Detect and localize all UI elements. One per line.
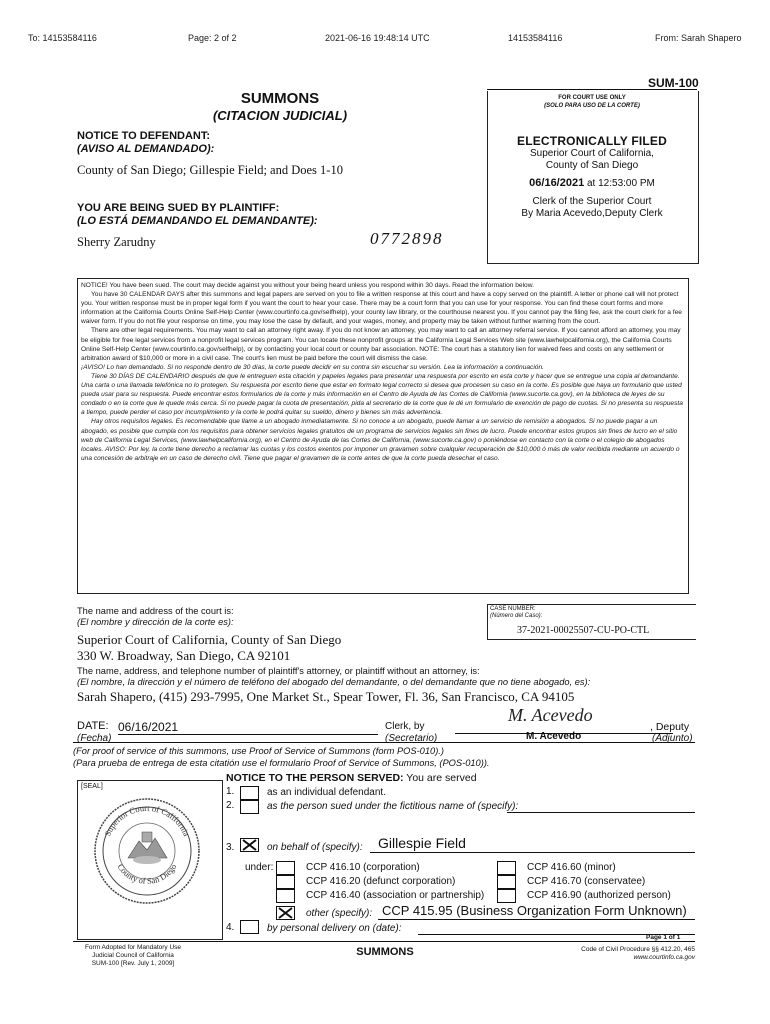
ccp-416-20-label: CCP 416.20 (defunct corporation) [306, 876, 456, 887]
page-title-es: (CITACION JUDICIAL) [212, 108, 348, 123]
other-value: CCP 415.95 (Business Organization Form Unknown) [382, 903, 687, 918]
defendant-value: County of San Diego; Gillespie Field; and Does 1-10 [77, 163, 343, 177]
footer-title: SUMMONS [356, 946, 414, 958]
page-title: SUMMONS [240, 90, 320, 107]
clerk-name: M. Acevedo [526, 731, 582, 742]
case-label-es: (Número del Caso): [490, 613, 543, 619]
other-rule [378, 919, 695, 920]
court-line2: 330 W. Broadway, San Diego, CA 92101 [77, 648, 291, 663]
efile-county: County of San Diego [545, 160, 639, 171]
item1-checkbox[interactable] [240, 786, 259, 800]
ccp-416-70-checkbox[interactable] [497, 875, 516, 889]
notice-p1: NOTICE! You have been sued. The court may decide against you without your being heard unless you respond within 30 days. Read the information below. [81, 282, 534, 289]
ccp-416-70-label: CCP 416.70 (conservatee) [527, 876, 646, 887]
case-label: CASE NUMBER: [490, 606, 536, 612]
footer-page: Page 1 of 1 [646, 934, 681, 941]
notice-p3: There are other legal requirements. You may want to call an attorney right away. If you do not know an attorney, you may want to call an attorney referral service. If you cannot afford an attorney, you may be eligible for free legal services from a nonprofit legal services program. You can locate these nonprofit groups at the California Legal Services Web site (www.lawhelpcalifornia.org), the California Courts Online Self-Help Center (www.courtinfo.ca.gov/selfhelp), or by contacting your local court or county bar association. NOTE: The court has a statutory lien for waived fees and costs on any settlement or arbitration award of $10,000 or more in a civil case. The court's lien must be paid before the court will dismiss the case. [81, 327, 681, 362]
item3-rule [370, 852, 695, 853]
item3-num: 3. [226, 842, 235, 853]
item3-label: on behalf of (specify): [267, 842, 363, 853]
attorney-label-es: (El nombre, la dirección y el número de teléfono del abogado del demandante, o del demandante que no tiene abogado, es): [77, 677, 591, 687]
proof-line1: (For proof of service of this summons, use Proof of Service of Summons (form POS-010).) [73, 746, 444, 756]
date-rule [118, 734, 378, 735]
defendant-label: NOTICE TO DEFENDANT: [77, 130, 211, 142]
seal-label: [SEAL] [81, 783, 103, 790]
efile-datetime [487, 177, 697, 189]
clerk-label-es: (Secretario) [385, 733, 438, 744]
deputy-label: , Deputy [650, 721, 690, 733]
item4-num: 4. [226, 922, 235, 933]
item1-num: 1. [226, 786, 235, 797]
item2-rule [507, 812, 695, 813]
under-label: under: [245, 862, 274, 873]
notice-p6: Hay otros requisitos legales. Es recomendable que llame a un abogado inmediatamente. Si no conoce a un abogado, puede llamar a un servicio de remisión a abogados. Si no puede pagar a un abogado, es posible que cumpla con los requisitos para obtener servicios legales gratuitos de un programa de servicios legales sin fines de lucro. Puede encontrar estos grupos sin fines de lucro en el sitio web de California Legal Services, (www.lawhelpcalifornia.org), en el Centro de Ayuda de las Cortes de California, (www.sucorte.ca.gov) o poniéndose en contacto con la corte o el colegio de abogados locales. AVISO: Por ley, la corte tiene derecho a reclamar las cuotas y los costos exentos por imponer un gravamen sobre cualquier recuperación de $10,000 ó más de valor recibida mediante un acuerdo o una concesión de arbitraje en un caso de derecho civil. Tiene que pagar el gravamen de la corte antes de que la corte pueda desechar el caso. [81, 418, 680, 462]
notice-p4: ¡AVISO! Lo han demandado. Si no responde dentro de 30 días, la corte puede decidir en su contra sin escuchar su versión. Lea la información a continuación. [81, 363, 544, 371]
court-label: The name and address of the court is: [77, 606, 234, 616]
footer-left2: Judicial Council of California [92, 952, 174, 959]
served-heading-line [226, 772, 477, 784]
fax-page: Page: 2 of 2 [188, 33, 237, 43]
footer-rule [73, 941, 695, 942]
date-value: 06/16/2021 [118, 720, 179, 734]
form-number-rule [487, 89, 697, 90]
clerk-label: Clerk, by [385, 721, 425, 732]
court-use-label: FOR COURT USE ONLY [558, 95, 626, 101]
served-heading-rest: You are served [406, 772, 477, 784]
efile-date: 06/16/2021 [529, 177, 585, 189]
notice-p2: You have 30 CALENDAR DAYS after this summons and legal papers are served on you to file a written response at this court and have a copy served on the plaintiff. A letter or phone call will not protect you. Your written response must be in proper legal form if you want the court to hear your case. There may be a court form that you can use for your response. You can find these court forms and more information at the California Courts Online Self-Help Center (www.courtinfo.ca.gov/selfhelp), your county law library, or the courthouse nearest you. If you cannot pay the filing fee, ask the court clerk for a fee waiver form. If you do not file your response on time, you may lose the case by default, and your wages, money, and property may be taken without further warning from the court. [81, 291, 682, 326]
item2-label: as the person sued under the fictitious name of (specify): [267, 801, 519, 812]
efile-time: at 12:53:00 PM [587, 178, 655, 189]
plaintiff-value: Sherry Zarudny [77, 235, 156, 249]
ccp-416-20-checkbox[interactable] [276, 875, 295, 889]
deputy-label-es: (Adjunto) [652, 733, 693, 744]
ccp-416-90-label: CCP 416.90 (authorized person) [527, 890, 671, 901]
court-use-label-es: (SOLO PARA USO DE LA CORTE) [544, 103, 640, 109]
efile-court: Superior Court of California, [530, 148, 654, 159]
court-seal-icon [92, 796, 202, 906]
form-number: SUM-100 [648, 76, 699, 90]
footer-left1: Form Adopted for Mandatory Use [84, 944, 182, 951]
court-line1: Superior Court of California, County of San Diego [77, 632, 342, 647]
efile-by: By Maria Acevedo,Deputy Clerk [521, 208, 663, 219]
plaintiff-label: YOU ARE BEING SUED BY PLAINTIFF: [77, 202, 280, 214]
ccp-416-10-checkbox[interactable] [276, 861, 295, 875]
seal-text-bottom: County of San Diego [115, 861, 179, 886]
efile-clerk: Clerk of the Superior Court [532, 196, 652, 207]
item4-checkbox[interactable] [240, 920, 259, 934]
fax-from: From: Sarah Shapero [655, 33, 742, 43]
footer-right2: www.courtinfo.ca.gov [633, 954, 695, 961]
fax-number: 14153584116 [508, 33, 563, 43]
case-number: 37-2021-00025507-CU-PO-CTL [517, 625, 650, 636]
item3-value: Gillespie Field [378, 835, 466, 851]
handwritten-number: 0772898 [370, 229, 444, 248]
ccp-416-60-label: CCP 416.60 (minor) [527, 862, 616, 873]
item2-num: 2. [226, 800, 235, 811]
ccp-416-90-checkbox[interactable] [497, 889, 516, 903]
served-heading: NOTICE TO THE PERSON SERVED: [226, 772, 404, 784]
defendant-label-es: (AVISO AL DEMANDADO): [77, 143, 215, 155]
seal-text-top: Superior Court of California [102, 802, 192, 838]
proof-rule [73, 742, 695, 743]
efile-heading: ELECTRONICALLY FILED [516, 134, 667, 148]
court-label-es: (El nombre y dirección de la corte es): [77, 617, 234, 627]
check-x-icon [277, 907, 294, 919]
ccp-416-10-label: CCP 416.10 (corporation) [306, 862, 420, 873]
footer-left3: SUM-100 [Rev. July 1, 2009] [91, 960, 175, 967]
check-x-icon [241, 839, 258, 851]
other-checkbox[interactable] [276, 906, 295, 920]
item3-checkbox[interactable] [240, 838, 259, 852]
proof-line2: (Para prueba de entrega de esta citatión use el formulario Proof of Service of Summons, (POS-010)). [73, 758, 490, 768]
attorney-label: The name, address, and telephone number of plaintiff's attorney, or plaintiff without an attorney, is: [77, 666, 480, 676]
footer-right1: Code of Civil Procedure §§ 412.20, 465 [581, 946, 695, 953]
plaintiff-label-es: (LO ESTÁ DEMANDANDO EL DEMANDANTE): [77, 215, 318, 227]
item1-label: as an individual defendant. [267, 787, 386, 798]
notice-box [77, 278, 689, 594]
fax-timestamp: 2021-06-16 19:48:14 UTC [325, 33, 430, 43]
fax-to: To: 14153584116 [28, 33, 97, 43]
date-label: DATE: [77, 720, 109, 732]
ccp-416-40-label: CCP 416.40 (association or partnership) [306, 890, 485, 901]
item4-label: by personal delivery on (date): [267, 923, 402, 934]
date-label-es: (Fecha) [77, 733, 112, 744]
attorney-value: Sarah Shapero, (415) 293-7995, One Market St., Spear Tower, Fl. 36, San Francisco, CA 94105 [77, 689, 575, 704]
ccp-416-60-checkbox[interactable] [497, 861, 516, 875]
ccp-416-40-checkbox[interactable] [276, 889, 295, 903]
clerk-signature: M. Acevedo [508, 705, 593, 725]
notice-p5: Tiene 30 DÍAS DE CALENDARIO después de que le entreguen esta citación y papeles legales para presentar una respuesta por escrito en esta corte y hacer que se entregue una copia al demandante. Una carta o una llamada telefónica no lo protegen. Su respuesta por escrito tiene que estar en formato legal correcto si desea que procesen su caso en la corte. Es posible que haya un formulario que usted pueda usar para su respuesta. Puede encontrar estos formularios de la corte y más información en el Centro de Ayuda de las Cortes de California (www.sucorte.ca.gov), en la biblioteca de leyes de su condado o en la corte que le quede más cerca. Si no puede pagar la cuota de presentación, pida al secretario de la corte que le dé un formulario de exención de pago de cuotas. Si no presenta su respuesta a tiempo, puede perder el caso por incumplimiento y la corte le podrá quitar su sueldo, dinero y bienes sin más advertencia. [81, 372, 683, 417]
item2-checkbox[interactable] [240, 800, 259, 814]
other-label: other (specify): [306, 908, 373, 919]
